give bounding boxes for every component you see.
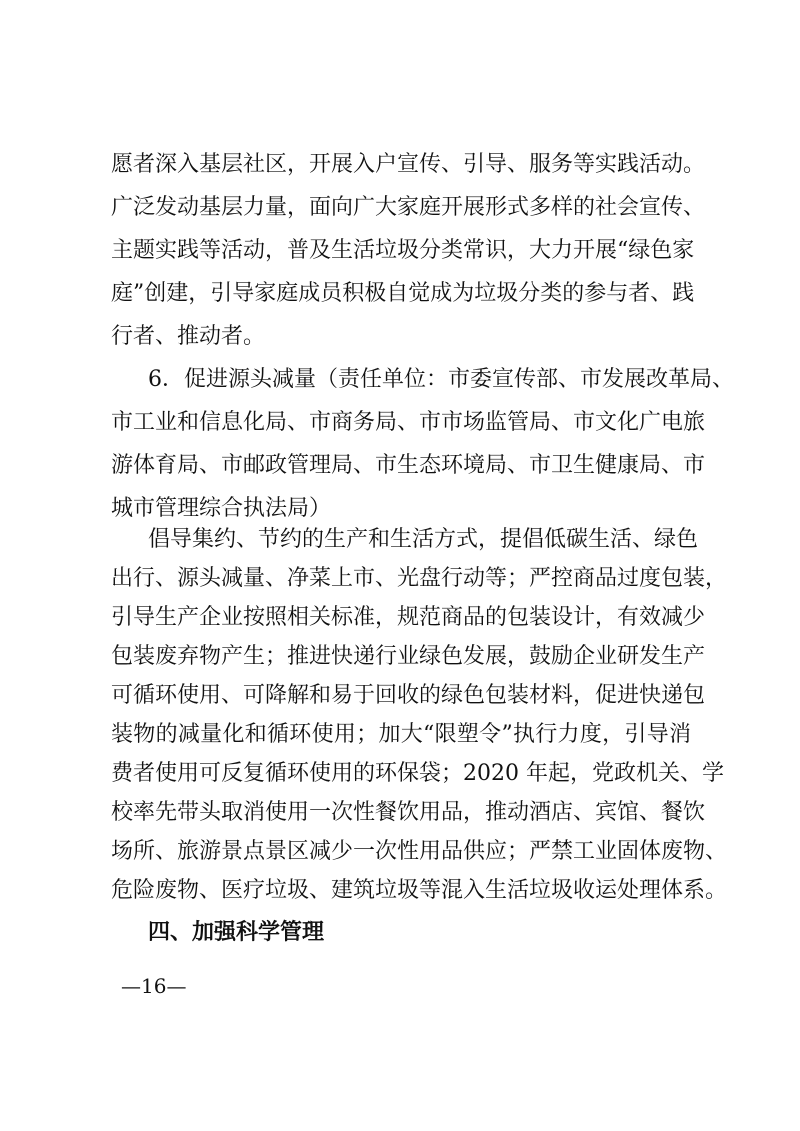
text-line: 愿者深入基层社区，开展入户宣传、引导、服务等实践活动。 (111, 152, 706, 177)
text-line: 出行、源头减量、净菜上市、光盘行动等；严控商品过度包装， (111, 566, 728, 591)
item-heading-line: 6．促进源头减量（责任单位：市委宣传部、市发展改革局、 (148, 367, 734, 392)
text-line: 场所、旅游景点景区减少一次性用品供应；严禁工业固体废物、 (111, 839, 728, 864)
text-line: 费者使用可反复循环使用的环保袋；2020 年起，党政机关、学 (111, 761, 724, 786)
text-line: 市工业和信息化局、市商务局、市市场监管局、市文化广电旅 (111, 410, 706, 435)
text-line: 包装废弃物产生；推进快递行业绿色发展，鼓励企业研发生产 (111, 644, 706, 669)
text-line: 危险废物、医疗垃圾、建筑垃圾等混入生活垃圾收运处理体系。 (111, 878, 728, 903)
text-line: 可循环使用、可降解和易于回收的绿色包装材料，促进快递包 (111, 683, 706, 708)
page-number: —16— (121, 974, 187, 998)
section-heading: 四、加强科学管理 (148, 920, 325, 945)
text-line: 装物的减量化和循环使用；加大“限塑令”执行力度，引导消 (111, 722, 691, 747)
text-line: 庭”创建，引导家庭成员积极自觉成为垃圾分类的参与者、践 (111, 281, 695, 306)
text-line: 城市管理综合执法局） (111, 496, 332, 521)
text-line: 引导生产企业按照相关标准，规范商品的包装设计，有效减少 (111, 605, 706, 630)
text-line: 主题实践等活动，普及生活垃圾分类常识，大力开展“绿色家 (111, 238, 695, 263)
text-line: 倡导集约、节约的生产和生活方式，提倡低碳生活、绿色 (148, 527, 699, 552)
text-line: 行者、推动者。 (111, 324, 266, 349)
text-line: 游体育局、市邮政管理局、市生态环境局、市卫生健康局、市 (111, 453, 706, 478)
text-line: 广泛发动基层力量，面向广大家庭开展形式多样的社会宣传、 (111, 195, 706, 220)
text-line: 校率先带头取消使用一次性餐饮用品，推动酒店、宾馆、餐饮 (111, 800, 706, 825)
